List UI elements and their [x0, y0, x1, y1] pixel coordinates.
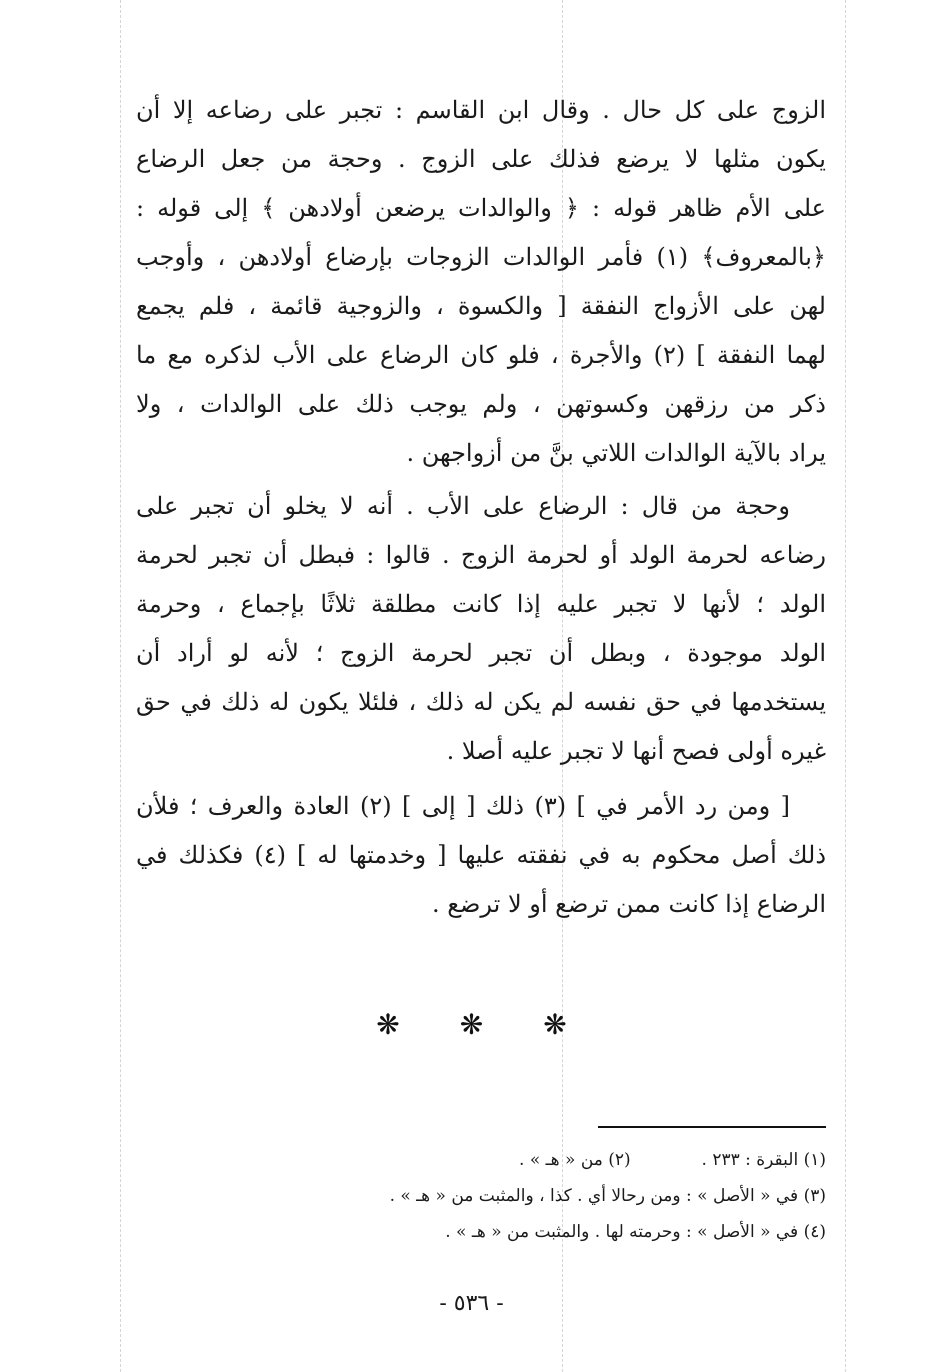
separator-star-icon: ❋: [459, 1008, 484, 1041]
paragraph-3: [136, 782, 826, 929]
paragraph-1: [136, 86, 826, 478]
text-line: [ ومن رد الأمر في ] (٣) ذلك [ إلى ] (٢) العادة والعرف ؛ فلأن: [136, 792, 791, 820]
text-line: ذكر من رزقهن وكسوتهن ، ولم يوجب ذلك على الوالدات ، ولا: [136, 390, 826, 418]
footnote-2: (٢) من « هـ » .: [519, 1150, 631, 1170]
text-line: يراد بالآية الوالدات اللاتي بنَّ من أزواجهن .: [406, 439, 826, 467]
text-line: يكون مثلها لا يرضع فذلك على الزوج . وحجة من جعل الرضاع: [136, 145, 826, 173]
footnote-3: (٣) في « الأصل » : ومن رحالا أي . كذا ، والمثبت من « هـ » .: [389, 1186, 826, 1206]
footnote-line: [330, 1142, 826, 1178]
text-line: غيره أولى فصح أنها لا تجبر عليه أصلا .: [446, 737, 826, 765]
text-line: يستخدمها في حق نفسه لم يكن له ذلك ، فلئلا يكون له ذلك في حق: [136, 688, 826, 716]
footnote-4: (٤) في « الأصل » : وحرمته لها . والمثبت من « هـ » .: [445, 1222, 826, 1242]
text-line: الولد ؛ لأنها لا تجبر عليه إذا كانت مطلقة ثلاثًا بإجماع ، وحرمة: [136, 590, 826, 618]
footnote-rule: [598, 1126, 826, 1128]
page-crease-right: [845, 0, 846, 1372]
page-number: - ٥٣٦ -: [439, 1291, 504, 1316]
text-line: الرضاع إذا كانت ممن ترضع أو لا ترضع .: [432, 890, 826, 918]
section-separator: [0, 1005, 943, 1045]
separator-star-icon: ❋: [543, 1008, 567, 1041]
separator-star-icon: ❋: [376, 1008, 400, 1041]
text-line: رضاعه لحرمة الولد أو لحرمة الزوج . قالوا : فبطل أن تجبر لحرمة: [136, 541, 826, 569]
text-line: وحجة من قال : الرضاع على الأب . أنه لا يخلو أن تجبر على: [136, 492, 790, 520]
text-line: ذلك أصل محكوم به في نفقته عليها [ وخدمتها له ] (٤) فكذلك في: [136, 841, 826, 869]
footnote-1: (١) البقرة : ٢٣٣ .: [701, 1150, 826, 1170]
page-crease-left: [120, 0, 121, 1372]
text-line: الزوج على كل حال . وقال ابن القاسم : تجبر على رضاعه إلا أن: [136, 96, 826, 124]
paragraph-2: [136, 482, 826, 776]
text-line: لهن على الأزواج النفقة [ والكسوة ، والزوجية قائمة ، فلم يجمع: [136, 292, 826, 320]
text-line: ﴿بالمعروف﴾ (١) فأمر الوالدات الزوجات بإرضاع أولادهن ، وأوجب: [136, 243, 826, 271]
text-line: على الأم ظاهر قوله : ﴿ والوالدات يرضعن أولادهن ﴾ إلى قوله :: [136, 194, 826, 222]
text-line: الولد موجودة ، وبطل أن تجبر لحرمة الزوج ؛ لأنه لو أراد أن: [136, 639, 826, 667]
footnotes: [330, 1142, 826, 1250]
text-line: لهما النفقة ] (٢) والأجرة ، فلو كان الرضاع على الأب لذكره مع ما: [136, 341, 826, 369]
